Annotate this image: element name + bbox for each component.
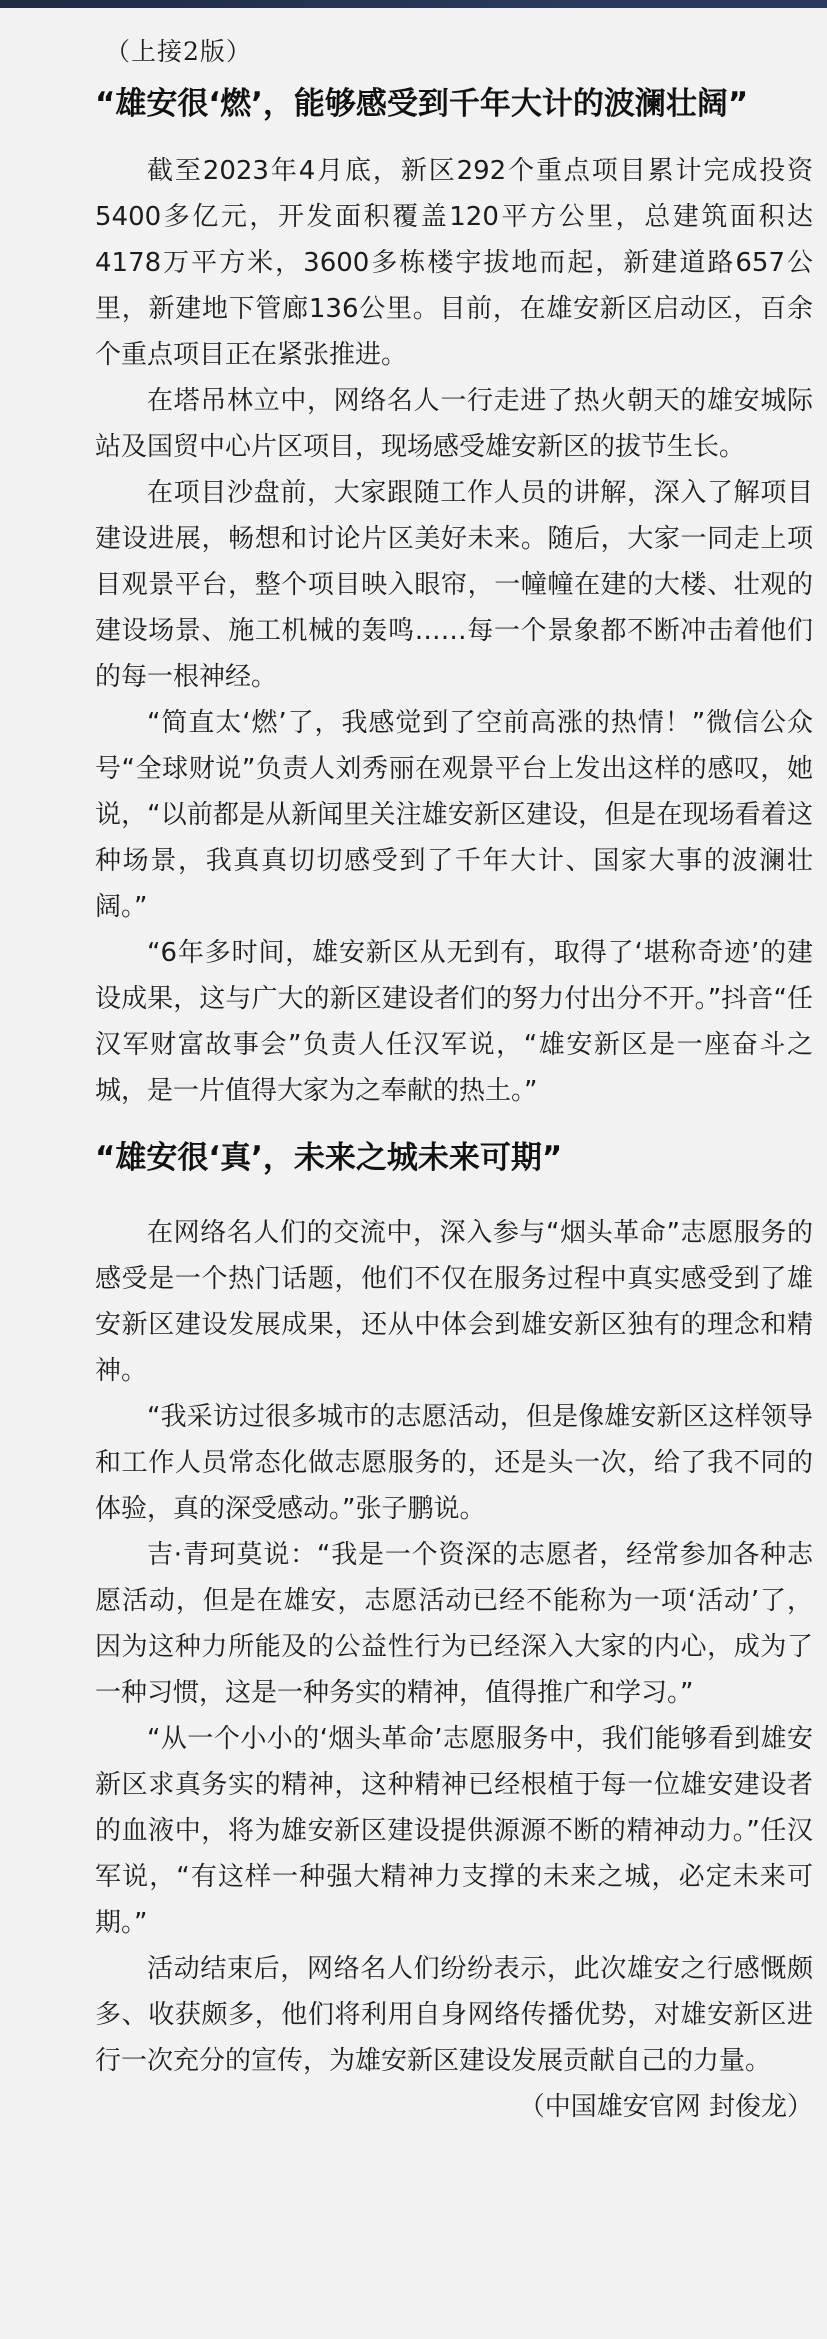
byline: （中国雄安官网 封俊龙） [518, 2092, 813, 2122]
section-heading-2: “雄安很‘真’，未来之城未来可期” [95, 1140, 563, 1176]
paragraph: “6年多时间，雄安新区从无到有，取得了‘堪称奇迹’的建设成果，这与广大的新区建设者们的努力付出分不开。”抖音“任汉军财富故事会”负责人任汉军说，“雄安新区是一座奋斗之城，是一片值得大家为之奉献的热土。” [95, 938, 813, 1106]
article [95, 34, 813, 2130]
paragraph: “我采访过很多城市的志愿活动，但是像雄安新区这样领导和工作人员常态化做志愿服务的，还是头一次，给了我不同的体验，真的深受感动。”张子鹏说。 [95, 1402, 813, 1524]
paragraph: 在项目沙盘前，大家跟随工作人员的讲解，深入了解项目建设进展，畅想和讨论片区美好未来。随后，大家一同走上项目观景平台，整个项目映入眼帘，一幢幢在建的大楼、壮观的建设场景、施工机械的轰鸣……每一个景象都不断冲击着他们的每一根神经。 [95, 478, 813, 692]
paragraph: “简直太‘燃’了，我感觉到了空前高涨的热情！”微信公众号“全球财说”负责人刘秀丽在观景平台上发出这样的感叹，她说，“以前都是从新闻里关注雄安新区建设，但是在现场看着这种场景，我真真切切感受到了千年大计、国家大事的波澜壮阔。” [95, 708, 813, 922]
closing-paragraph [95, 1946, 813, 2122]
paragraph: 在网络名人们的交流中，深入参与“烟头革命”志愿服务的感受是一个热门话题，他们不仅在服务过程中真实感受到了雄安新区建设发展成果，还从中体会到雄安新区独有的理念和精神。 [95, 1218, 813, 1386]
paragraph-text: 活动结束后，网络名人们纷纷表示，此次雄安之行感慨颇多、收获颇多，他们将利用自身网络传播优势，对雄安新区进行一次充分的宣传，为雄安新区建设发展贡献自己的力量。 [95, 1954, 813, 2076]
paragraph: 吉·青珂莫说：“我是一个资深的志愿者，经常参加各种志愿活动，但是在雄安，志愿活动已经不能称为一项‘活动’了，因为这种力所能及的公益性行为已经深入大家的内心，成为了一种习惯，这是一种务实的精神，值得推广和学习。” [95, 1540, 813, 1708]
continued-from-label: （上接2版） [105, 37, 252, 66]
paragraph: 在塔吊林立中，网络名人一行走进了热火朝天的雄安城际站及国贸中心片区项目，现场感受雄安新区的拔节生长。 [95, 386, 813, 462]
paragraph: “从一个小小的‘烟头革命’志愿服务中，我们能够看到雄安新区求真务实的精神，这种精神已经根植于每一位雄安建设者的血液中，将为雄安新区建设提供源源不断的精神动力。”任汉军说，“有这样一种强大精神力支撑的未来之城，必定未来可期。” [95, 1724, 813, 1938]
section-heading-1: “雄安很‘燃’，能够感受到千年大计的波澜壮阔” [95, 86, 749, 122]
paragraph: 截至2023年4月底，新区292个重点项目累计完成投资5400多亿元，开发面积覆盖120平方公里，总建筑面积达4178万平方米，3600多栋楼宇拔地而起，新建道路657公里，新建地下管廊136公里。目前，在雄安新区启动区，百余个重点项目正在紧张推进。 [95, 156, 813, 370]
top-color-bar [0, 0, 827, 8]
